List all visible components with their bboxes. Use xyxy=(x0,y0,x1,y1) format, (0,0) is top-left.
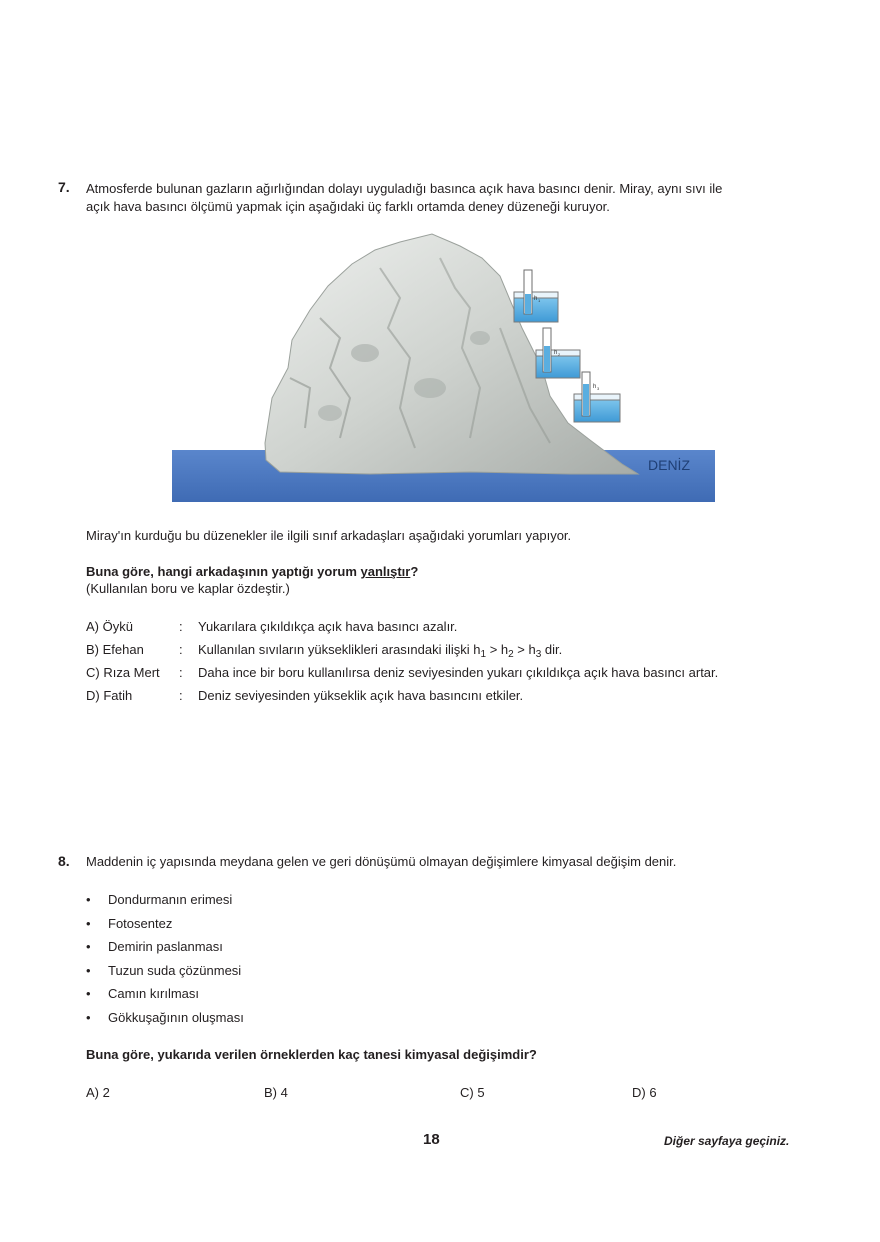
rock-mountain xyxy=(265,234,638,474)
question-7-stem-line2: açık hava basıncı ölçümü yapmak için aşağıdaki üç farklı ortamda deney düzeneği kuruyor. xyxy=(86,199,610,214)
prompt-underlined: yanlıştır xyxy=(360,564,411,579)
question-8-stem: Maddenin iç yapısında meydana gelen ve geri dönüşümü olmayan değişimlere kimyasal değişim denir. xyxy=(86,854,677,869)
next-page-note: Diğer sayfaya geçiniz. xyxy=(664,1134,790,1148)
list-item xyxy=(86,959,486,983)
prompt-end: ? xyxy=(410,564,419,579)
option-b-text: Kullanılan sıvıların yükseklikleri arasındaki ilişki $h_1 > h_2 > h_3$ dir. xyxy=(198,642,563,660)
option-c-label: C) Rıza Mert xyxy=(86,665,160,680)
prompt-part1: Buna göre, hangi arkadaşının yaptığı yorum xyxy=(86,564,361,579)
list-item-text: Fotosentez xyxy=(108,915,173,931)
sea-label: DENİZ xyxy=(648,457,690,473)
bullet: • xyxy=(86,1009,91,1025)
option-a[interactable] xyxy=(86,615,806,638)
option-d-label: D) Fatih xyxy=(86,688,133,703)
list-item-text: Demirin paslanması xyxy=(108,939,223,954)
option-a-colon: : xyxy=(179,619,183,634)
option-d-text: Deniz seviyesinden yükseklik açık hava basıncını etkiler. xyxy=(198,688,524,703)
question-7-options xyxy=(86,615,806,707)
list-item xyxy=(86,982,486,1006)
experiment-illustration xyxy=(170,228,718,504)
option-c-colon: : xyxy=(179,665,183,680)
bullet: • xyxy=(86,915,91,931)
option-a-label: A) Öykü xyxy=(86,619,133,634)
option-c-text: Daha ince bir boru kullanılırsa deniz seviyesinden yukarı çıkıldıkça açık hava basıncı artar. xyxy=(198,665,719,680)
list-item-text: Dondurmanın erimesi xyxy=(108,892,233,907)
option-c[interactable] xyxy=(86,661,806,684)
h2-subscript: 2 xyxy=(558,352,561,357)
option-d[interactable] xyxy=(86,684,806,707)
answer-d[interactable]: D) 6 xyxy=(632,1085,657,1100)
list-item xyxy=(86,935,486,959)
bullet: • xyxy=(86,892,91,907)
bullet: • xyxy=(86,939,91,954)
h1-label: h xyxy=(534,296,538,302)
question-7-prompt xyxy=(86,564,418,579)
h3-subscript: 3 xyxy=(597,386,600,391)
question-8-number: 8. xyxy=(58,853,70,869)
question-7-number: 7. xyxy=(58,179,70,195)
option-a-text: Yukarılara çıkıldıkça açık hava basıncı azalır. xyxy=(198,619,458,634)
question-7-note: (Kullanılan boru ve kaplar özdeştir.) xyxy=(86,581,290,596)
option-b[interactable] xyxy=(86,638,806,661)
h3-label: h xyxy=(593,384,597,390)
question-7-stem xyxy=(86,180,816,216)
list-item-text: Tuzun suda çözünmesi xyxy=(108,962,242,978)
list-item xyxy=(86,912,486,936)
h1-subscript: 1 xyxy=(538,298,541,303)
question-7-stem-line1: Atmosferde bulunan gazların ağırlığından dolayı uyguladığı basınca açık hava basıncı denir. Miray, aynı sıvı ile xyxy=(86,181,723,196)
barometer-setup-3 xyxy=(574,372,620,422)
page-number: 18 xyxy=(423,1131,440,1148)
bullet: • xyxy=(86,986,91,1001)
option-d-colon: : xyxy=(179,688,183,703)
question-7-intro: Miray'ın kurduğu bu düzenekler ile ilgili sınıf arkadaşları aşağıdaki yorumları yapıyor. xyxy=(86,528,572,543)
bullet: • xyxy=(86,962,91,978)
option-b-label: B) Efehan xyxy=(86,642,144,657)
option-b-colon: : xyxy=(179,642,183,657)
barometer-setup-2 xyxy=(536,328,580,378)
question-8-list xyxy=(86,888,486,1029)
answer-b[interactable]: B) 4 xyxy=(264,1085,288,1100)
list-item xyxy=(86,888,486,912)
answer-c[interactable]: C) 5 xyxy=(460,1085,485,1100)
list-item xyxy=(86,1006,486,1030)
list-item-text: Gökkuşağının oluşması xyxy=(108,1009,244,1025)
h2-label: h xyxy=(554,350,558,356)
question-8-prompt: Buna göre, yukarıda verilen örneklerden kaç tanesi kimyasal değişimdir? xyxy=(86,1047,537,1062)
barometer-setup-1 xyxy=(514,270,558,322)
answer-a[interactable]: A) 2 xyxy=(86,1085,110,1100)
experiment-figure xyxy=(170,228,718,504)
list-item-text: Camın kırılması xyxy=(108,986,200,1001)
